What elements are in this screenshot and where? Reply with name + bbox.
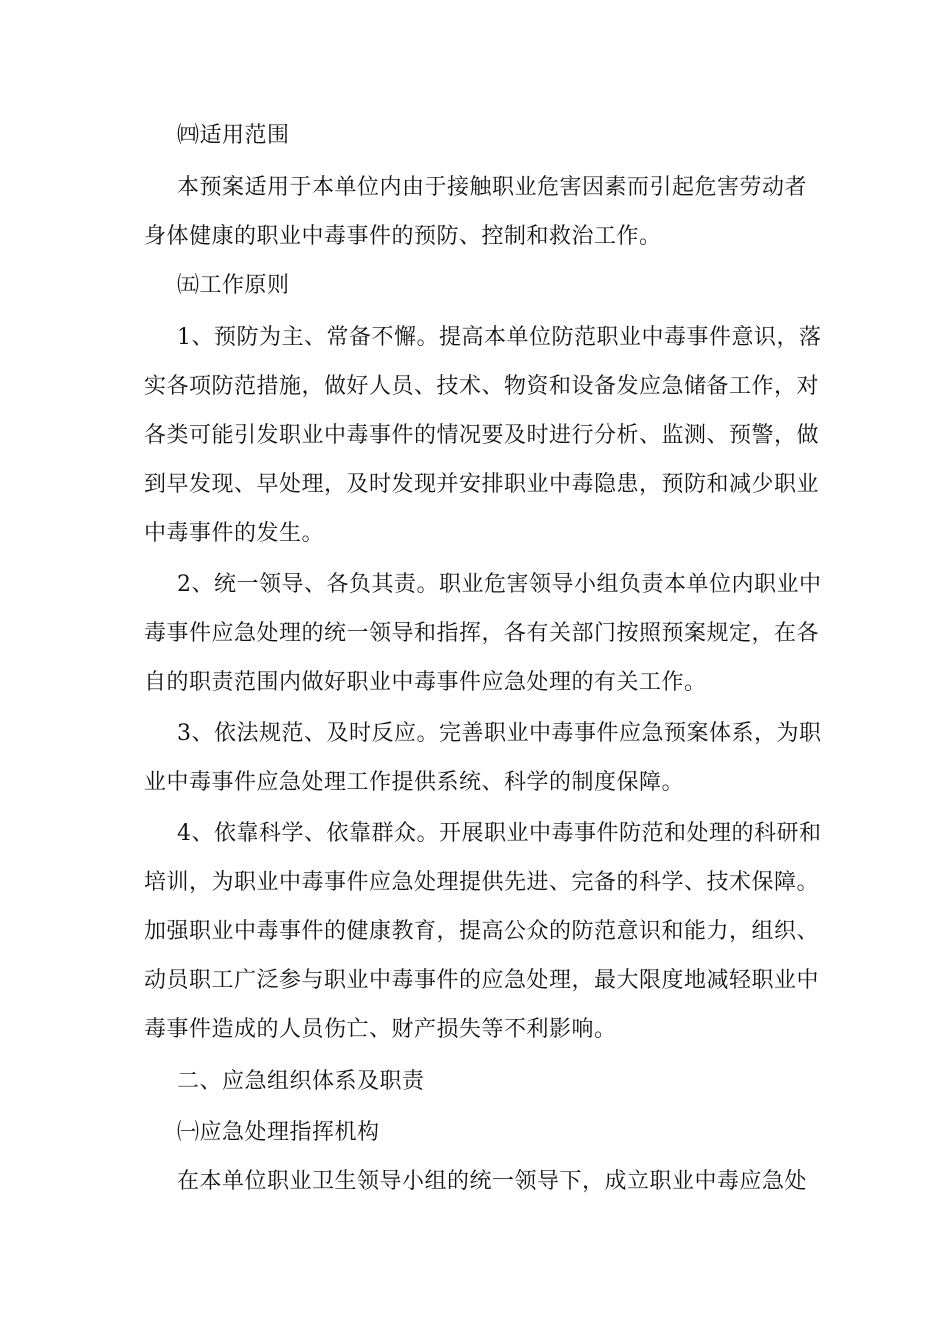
paragraph-line: 中毒事件的发生。 <box>144 521 325 546</box>
section-heading: 二、应急组织体系及职责 <box>177 1069 425 1094</box>
paragraph-line: 业中毒事件应急处理工作提供系统、科学的制度保障。 <box>144 770 685 795</box>
paragraph-line: 实各项防范措施，做好人员、技术、物资和设备发应急储备工作，对 <box>144 374 820 399</box>
paragraph-line: 本预案适用于本单位内由于接触职业危害因素而引起危害劳动者 <box>177 175 808 200</box>
paragraph-line: 各类可能引发职业中毒事件的情况要及时进行分析、监测、预警，做 <box>144 423 820 448</box>
paragraph-line: 1、预防为主、常备不懈。提高本单位防范职业中毒事件意识，落 <box>177 325 822 350</box>
paragraph-line: 4、依靠科学、依靠群众。开展职业中毒事件防范和处理的科研和 <box>177 821 822 846</box>
paragraph-line: 毒事件应急处理的统一领导和指挥，各有关部门按照预案规定，在各 <box>144 621 820 646</box>
paragraph-line: 毒事件造成的人员伤亡、财产损失等不利影响。 <box>144 1017 617 1042</box>
paragraph-line: 动员职工广泛参与职业中毒事件的应急处理，最大限度地减轻职业中 <box>144 968 820 993</box>
subsection-heading: ㈠应急处理指挥机构 <box>177 1120 380 1145</box>
paragraph-line: 在本单位职业卫生领导小组的统一领导下，成立职业中毒应急处 <box>177 1169 808 1194</box>
paragraph-line: 到早发现、早处理，及时发现并安排职业中毒隐患，预防和减少职业 <box>144 472 820 497</box>
paragraph-line: 加强职业中毒事件的健康教育，提高公众的防范意识和能力，组织、 <box>144 919 820 944</box>
paragraph-line: 自的职责范围内做好职业中毒事件应急处理的有关工作。 <box>144 670 707 695</box>
paragraph-line: 3、依法规范、及时反应。完善职业中毒事件应急预案体系，为职 <box>177 721 822 746</box>
paragraph-line: 培训，为职业中毒事件应急处理提供先进、完备的科学、技术保障。 <box>144 870 820 895</box>
paragraph-line: 身体健康的职业中毒事件的预防、控制和救治工作。 <box>144 224 662 249</box>
heading-scope: ㈣适用范围 <box>177 123 290 148</box>
heading-principles: ㈤工作原则 <box>177 273 290 298</box>
paragraph-line: 2、统一领导、各负其责。职业危害领导小组负责本单位内职业中 <box>177 572 822 597</box>
